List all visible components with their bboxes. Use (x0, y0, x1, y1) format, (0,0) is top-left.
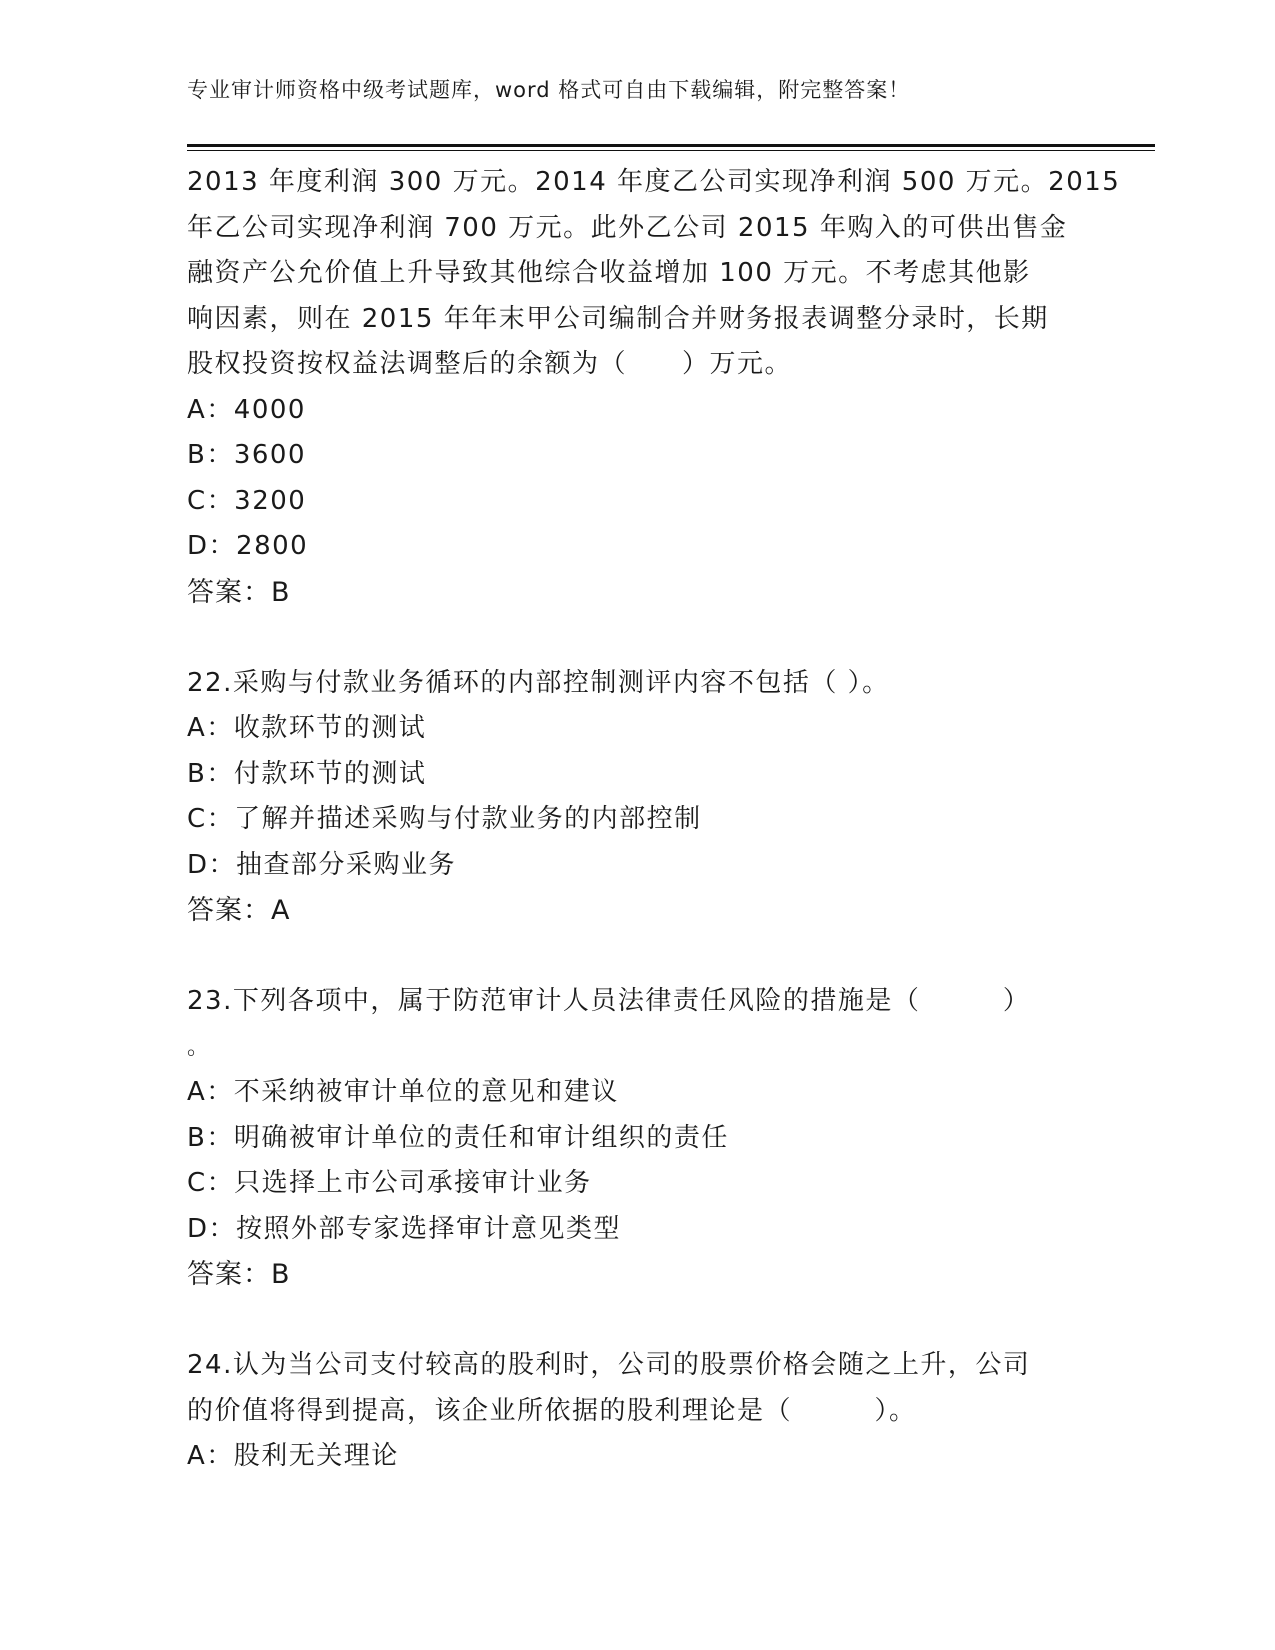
question-22-option-d: D：抽查部分采购业务 (187, 849, 457, 880)
question-21-line-2: 年乙公司实现净利润 700 万元。此外乙公司 2015 年购入的可供出售金 (187, 212, 1068, 243)
question-21 (187, 160, 1121, 615)
spacer (187, 934, 1067, 980)
question-23-stem: 23.下列各项中，属于防范审计人员法律责任风险的措施是（ ） (187, 986, 1031, 1016)
question-21-option-d: D：2800 (187, 531, 309, 561)
question-23-answer: 答案：B (187, 1259, 291, 1290)
spacer (187, 615, 1067, 661)
header-rule-thin (187, 150, 1155, 151)
question-21-answer: 答案：B (187, 576, 291, 608)
question-22-option-c: C：了解并描述采购与付款业务的内部控制 (187, 804, 702, 834)
question-22-option-a: A：收款环节的测试 (187, 713, 427, 743)
question-22 (187, 661, 1067, 934)
spacer (187, 1298, 1067, 1344)
question-21-line-1: 2013 年度利润 300 万元。2014 年度乙公司实现净利润 500 万元。2015 (187, 167, 1121, 197)
question-24-option-a: A：股利无关理论 (187, 1441, 399, 1471)
question-21-option-a: A：4000 (187, 394, 306, 425)
question-24 (187, 1343, 1067, 1480)
question-23-option-b: B：明确被审计单位的责任和审计组织的责任 (187, 1122, 729, 1153)
header-rule-thick (187, 144, 1155, 147)
question-24-line-1: 24.认为当公司支付较高的股利时，公司的股票价格会随之上升，公司 (187, 1350, 1031, 1380)
question-21-line-5: 股权投资按权益法调整后的余额为（ ）万元。 (187, 349, 793, 379)
page-header: 专业审计师资格中级考试题库，word 格式可自由下载编辑，附完整答案！ (187, 78, 911, 102)
question-21-line-3: 融资产公允价值上升导致其他综合收益增加 100 万元。不考虑其他影 (187, 258, 1031, 288)
question-23-option-c: C：只选择上市公司承接审计业务 (187, 1168, 592, 1198)
question-23-option-a: A：不采纳被审计单位的意见和建议 (187, 1077, 619, 1107)
question-22-answer: 答案：A (187, 895, 291, 926)
question-21-option-c: C：3200 (187, 485, 307, 516)
question-22-option-b: B：付款环节的测试 (187, 758, 427, 789)
question-content (187, 160, 1121, 1480)
question-22-stem: 22.采购与付款业务循环的内部控制测评内容不包括（ ）。 (187, 667, 890, 698)
question-23-option-d: D：按照外部专家选择审计意见类型 (187, 1213, 622, 1244)
question-23 (187, 979, 1067, 1298)
question-21-line-4: 响因素，则在 2015 年年末甲公司编制合并财务报表调整分录时，长期 (187, 303, 1049, 334)
question-23-stem-tail: 。 (187, 1034, 211, 1060)
question-24-line-2: 的价值将得到提高，该企业所依据的股利理论是（ ）。 (187, 1395, 917, 1426)
question-21-option-b: B：3600 (187, 440, 307, 470)
